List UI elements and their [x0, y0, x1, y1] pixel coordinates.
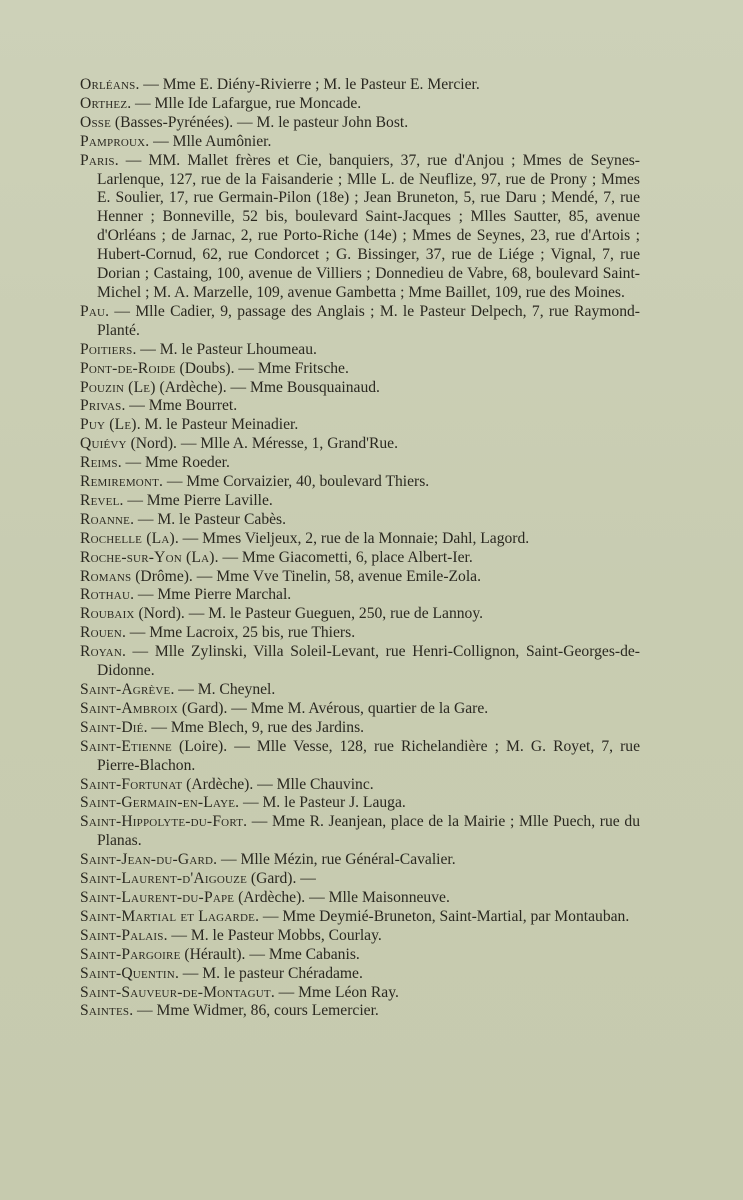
entry-text: . — Mme E. Diény-Rivierre ; M. le Pasteur E. Mercier.	[135, 76, 480, 93]
entry-text: . — Mme Lacroix, 25 bis, rue Thiers.	[121, 624, 356, 642]
entry-text: . — M. le Pasteur Mobbs, Courlay.	[163, 926, 382, 944]
directory-entry	[80, 303, 640, 341]
directory-entry	[80, 397, 640, 416]
directory-entry	[80, 908, 640, 927]
entry-text: (Ardèche). — Mlle Maisonneuve.	[234, 888, 450, 906]
entry-place: Remiremont	[80, 473, 160, 491]
directory-entry	[80, 454, 640, 473]
directory-entry	[80, 605, 640, 624]
entry-place: Saint-Pargoire	[80, 945, 181, 963]
directory-entry	[80, 700, 640, 719]
directory-entry	[80, 76, 640, 95]
entry-text: . — Mme R. Jeanjean, place de la Mairie ; Mlle Puech, rue du Planas.	[97, 813, 640, 850]
directory-entry	[80, 889, 640, 908]
directory-entry	[80, 549, 640, 568]
directory-entry	[80, 738, 640, 776]
entry-text: . — Mme Léon Ray.	[270, 983, 399, 1001]
directory-entry	[80, 341, 640, 360]
entry-place: Saint-Hippolyte-du-Fort	[80, 813, 244, 831]
directory-list	[80, 76, 640, 1021]
entry-text: . — Mme Widmer, 86, cours Lemercier.	[129, 1002, 379, 1020]
directory-entry	[80, 95, 640, 114]
entry-place: Saint-Dié	[80, 718, 144, 736]
entry-text: . — Mlle Cadier, 9, passage des Anglais ; M. le Pasteur Delpech, 7, rue Raymond-Planté.	[97, 302, 640, 339]
directory-entry	[80, 379, 640, 398]
entry-place: Quiévy	[80, 435, 127, 453]
directory-entry	[80, 946, 640, 965]
entry-text: . M. le Pasteur Meinadier.	[136, 416, 299, 434]
entry-text: . — M. le Pasteur Cabès.	[130, 510, 287, 528]
directory-entry	[80, 681, 640, 700]
entry-text: . — Mme Roeder.	[117, 454, 230, 472]
entry-place: Rothau	[80, 586, 131, 604]
directory-entry	[80, 530, 640, 549]
entry-place: Saint-Martial et Lagarde	[80, 907, 256, 925]
entry-text: (Loire). — Mlle Vesse, 128, rue Richelandière ; M. G. Royet, 7, rue Pierre-Blachon.	[97, 737, 640, 774]
entry-place: Reims	[80, 454, 118, 472]
entry-place: Saint-Laurent-du-Pape	[80, 888, 235, 906]
entry-text: . — Mme Giacometti, 6, place Albert-Ier.	[214, 548, 473, 566]
entry-text: . — M. le Pasteur J. Lauga.	[235, 794, 406, 812]
entry-text: (Gard). —	[247, 870, 316, 888]
entry-text: . — M. le Pasteur Lhoumeau.	[132, 340, 317, 358]
entry-text: . — Mlle Ide Lafargue, rue Moncade.	[127, 94, 362, 112]
entry-text: . — Mme Blech, 9, rue des Jardins.	[143, 718, 365, 736]
entry-place: Saint-Quentin	[80, 964, 175, 982]
entry-place: Saint-Etienne	[80, 737, 172, 755]
directory-entry	[80, 776, 640, 795]
entry-place: Saintes	[80, 1002, 130, 1020]
directory-entry	[80, 511, 640, 530]
entry-place: Puy (Le)	[80, 416, 137, 434]
directory-entry	[80, 624, 640, 643]
directory-entry	[80, 568, 640, 587]
entry-place: Saint-Fortunat	[80, 775, 183, 793]
entry-place: Saint-Sauveur-de-Montagut	[80, 983, 271, 1001]
entry-place: Osse	[80, 113, 112, 131]
entry-text: (Drôme). — Mme Vve Tinelin, 58, avenue Emile-Zola.	[131, 567, 481, 585]
entry-place: Saint-Germain-en-Laye	[80, 794, 236, 812]
entry-place: Pouzin (Le)	[80, 378, 156, 396]
entry-place: Rochelle (La)	[80, 529, 175, 547]
entry-place: Saint-Palais	[80, 926, 164, 944]
entry-place: Roche-sur-Yon (La)	[80, 548, 215, 566]
directory-entry	[80, 114, 640, 133]
entry-place: Roanne	[80, 510, 131, 528]
directory-entry	[80, 870, 640, 889]
entry-place: Revel	[80, 491, 120, 509]
entry-text: (Ardèche). — Mlle Chauvinc.	[182, 775, 374, 793]
directory-entry	[80, 473, 640, 492]
entry-place: Orthez	[80, 94, 128, 112]
entry-place: Paris	[80, 151, 115, 169]
entry-text: (Hérault). — Mme Cabanis.	[180, 945, 360, 963]
directory-entry	[80, 794, 640, 813]
directory-entry	[80, 1002, 640, 1021]
entry-place: Privas	[80, 397, 122, 415]
directory-entry	[80, 435, 640, 454]
entry-text: . — M. Cheynel.	[170, 681, 276, 698]
entry-text: (Basses-Pyrénées). — M. le pasteur John Bost.	[111, 113, 409, 131]
entry-text: (Ardèche). — Mme Bousquainaud.	[155, 378, 380, 396]
entry-text: . — Mme Bourret.	[121, 397, 238, 415]
directory-entry	[80, 643, 640, 681]
entry-text: . — Mlle Mézin, rue Général-Cavalier.	[213, 851, 456, 869]
entry-place: Rouen	[80, 624, 122, 642]
entry-place: Pont-de-Roide	[80, 359, 176, 377]
directory-entry	[80, 965, 640, 984]
entry-text: (Doubs). — Mme Fritsche.	[175, 359, 349, 377]
directory-entry	[80, 719, 640, 738]
entry-text: . — M. le pasteur Chéradame.	[174, 964, 363, 982]
entry-place: Saint-Laurent-d'Aigouze	[80, 870, 248, 888]
directory-entry	[80, 927, 640, 946]
entry-text: . — Mme Pierre Laville.	[119, 491, 273, 509]
entry-place: Romans	[80, 567, 132, 585]
entry-place: Saint-Agrève	[80, 681, 171, 698]
directory-entry	[80, 416, 640, 435]
entry-text: . — Mlle Zylinski, Villa Soleil-Levant, rue Henri-Collignon, Saint-Georges-de-Didonne.	[97, 643, 640, 680]
directory-entry	[80, 984, 640, 1003]
directory-entry	[80, 492, 640, 511]
directory-entry	[80, 360, 640, 379]
entry-text: . — Mme Pierre Marchal.	[130, 586, 292, 604]
entry-place: Saint-Jean-du-Gard	[80, 851, 214, 869]
entry-text: . — MM. Mallet frères et Cie, banquiers, 37, rue d'Anjou ; Mmes de Seynes-Larlenque, 127, rue de la Faisanderie ; Mlle L. de Neuflize, 97, rue de Prony ; Mmes E. Soulier, 17, rue Germain-Pilon (18e) ; Jean Bruneton, 5, rue Daru ; Mendé, 7, rue Henner ; Bonneville, 52 bis, boulevard Saint-Jacques ; Mlles Sautter, 85, avenue d'Orléans ; de Jarnac, 2, rue Porto-Riche (14e) ; Mmes de Seynes, 23, rue d'Artois ; Hubert-Cornud, 62, rue Condorcet ; G. Bissinger, 37, rue de Liége ; Vignal, 7, rue Dorian ; Castaing, 100, avenue de Villiers ; Donnedieu de Vabre, 68, boulevard Saint-Michel ; M. A. Marzelle, 109, avenue Gambetta ; Mme Baillet, 109, rue des Moines.	[97, 151, 640, 301]
directory-entry	[80, 813, 640, 851]
entry-text: . — Mme Deymié-Bruneton, Saint-Martial, par Montauban.	[255, 907, 630, 925]
entry-text: (Gard). — Mme M. Avérous, quartier de la Gare.	[178, 699, 489, 717]
entry-text: (Nord). — Mlle A. Méresse, 1, Grand'Rue.	[126, 435, 399, 453]
directory-entry	[80, 152, 640, 303]
entry-text: . — Mmes Vieljeux, 2, rue de la Monnaie; Dahl, Lagord.	[174, 529, 530, 547]
entry-place: Poitiers	[80, 340, 133, 358]
entry-place: Saint-Ambroix	[80, 699, 179, 717]
entry-place: Roubaix	[80, 605, 135, 623]
entry-text: . — Mme Corvaizier, 40, boulevard Thiers.	[159, 473, 430, 491]
directory-entry	[80, 586, 640, 605]
directory-entry	[80, 133, 640, 152]
directory-entry	[80, 851, 640, 870]
entry-place: Pau	[80, 302, 106, 320]
entry-text: (Nord). — M. le Pasteur Gueguen, 250, rue de Lannoy.	[134, 605, 484, 623]
entry-text: . — Mlle Aumônier.	[145, 132, 272, 150]
entry-place: Pamproux	[80, 132, 146, 150]
entry-place: Royan	[80, 643, 122, 661]
entry-place: Orléans	[80, 76, 136, 93]
